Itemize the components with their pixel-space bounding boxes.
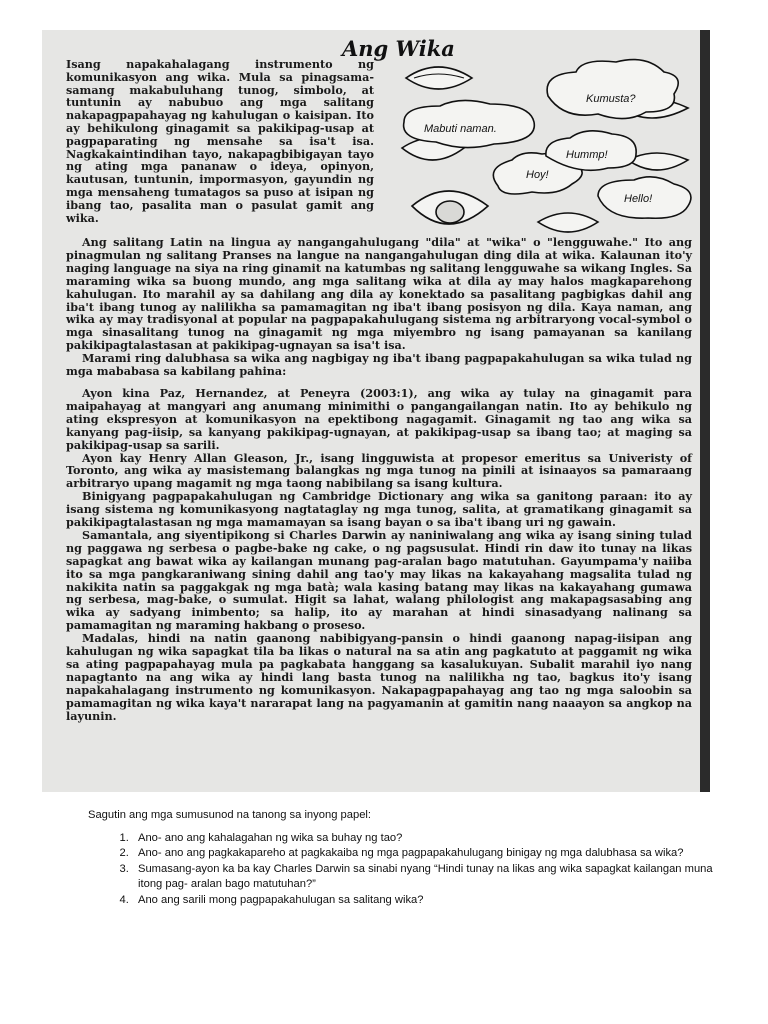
bubble-kumusta: Kumusta?: [586, 93, 636, 105]
questions-list: [88, 831, 728, 909]
mouth-icon: [628, 153, 688, 170]
paragraph-paz: Ayon kina Paz, Hernandez, at Peneyra (2003:1), ang wika ay tulay na ginagamit para maipahayag at mangyari ang anumang minimithi o pangangailangan natin. Ito ay behikulo ng ating ekspresyon at komunikasyon na epektibong nagagamit. Ginagamit ng tao ang wika sa kanyang pag-iisip, sa kanyang pakikipag-ugnayan, at pakikipag-usap sa ibang tao; at maging sa pakikipag-usap sa sarili.: [66, 385, 692, 452]
paragraph-dalubhasa: Marami ring dalubhasa sa wika ang nagbigay ng iba't ibang pagpapakahulugan sa wika tulad ng mga mababasa sa kabilang pahina:: [66, 351, 692, 379]
question-item: 2. Ano- ano ang pagkakapareho at pagkakaiba ng mga pagpapakahulugang binigay ng mga dalubhasa sa wika?: [132, 846, 728, 862]
paragraph-darwin: Samantala, ang siyentipikong si Charles Darwin ay naniniwalang ang wika ay isang sining tulad ng paggawa ng serbesa o pagbe-bake ng cake, o ng pagsusulat. Hindi rin daw ito tunay na likas sapagkat ang bawat wika ay kailangan munang pag-aralan bago matutuhan. Gayumpama'y naiiba ito sa mga pangkaraniwang sining dahil ang tao'y may likas na kakayahang magsalita tulad ng nakikita natin sa paggakgak ng mga batà; wala kasing batang may likas na kakayahang gumawa ng serbesa, mag-bake, o sumulat. Higit sa lahat, walang philologist ang makapagsasabing ang wika ay sadyang inimbento; sa halip, ito ay marahan at hindi sinasadyang nalinang sa pamamagitan ng maraming hakbang o proseso.: [66, 527, 692, 633]
bubble-hoy: Hoy!: [526, 169, 549, 181]
paragraph-lingua: Ang salitang Latin na lingua ay nangangahulugang "dila" at "wika" o "lengguwahe." Ito ang pinagmulan ng salitang Pranses na langue na nangangahulugan ding dila at wika. Kalaunan ito'y naging language na siya na ring ginamit na katumbas ng salitang lengguwahe sa wikang Ingles. Sa maraming wika sa buong mundo, ang mga salitang wika at dila ay may halos magkaparehong kahulugan. Ito marahil ay sa dahilang ang dila ay konektado sa pasalitang pagbigkas dahil ang iba't ibang tunog ay nalilikha sa pamamagitan ng iba't ibang posisyon ng dila. Kaya naman, ang wika ay may tradisyonal at popular na pagpapakahulugang sistema ng arbitraryong vocal-symbol o mga sinasalitang tunog na ginagamit ng mga miyembro ng isang pamayanan sa kanilang pakikipagtalastasan at pakikipag-ugnayan sa isa't isa.: [66, 235, 692, 353]
question-item: 3. Sumasang-ayon ka ba kay Charles Darwin sa sinabi nyang “Hindi tunay na likas ang wika sapagkat kailangan muna itong pag- aralan bago matutuhan?”: [132, 862, 728, 893]
questions-section: [88, 808, 728, 908]
questions-instruction: Sagutin ang mga sumusunod na tanong sa inyong papel:: [88, 809, 372, 821]
question-item: 1. Ano- ano ang kahalagahan ng wika sa buhay ng tao?: [132, 831, 728, 847]
question-item: 4. Ano ang sarili mong pagpapakahulugan sa salitang wika?: [132, 893, 728, 909]
scanned-page: [42, 30, 710, 792]
bubble-mabuti: Mabuti naman.: [424, 123, 497, 135]
mouth-icon: [406, 67, 472, 89]
bubble-hummp: Hummp!: [566, 149, 608, 161]
scan-edge: [700, 30, 710, 792]
mouth-icon: [538, 213, 598, 232]
paragraph-cambridge: Binigyang pagpapakahulugan ng Cambridge Dictionary ang wika sa ganitong paraan: ito ay isang sistema ng komunikasyong nagtataglay ng mga tunog, salita, at gramatikang ginagamit sa pakikipagtalastasan ng mga mamamayan sa isang bayan o sa iba't ibang uri ng gawain.: [66, 489, 692, 530]
article-body: [66, 236, 692, 723]
paragraph-gleason: Ayon kay Henry Allan Gleason, Jr., isang lingguwista at propesor emeritus sa Univeristy of Toronto, ang wika ay masistemang balangkas ng mga tunog na pinili at isinaayos sa pamaraang arbitraryo upang magamit ng mga taong nabibilang sa isang kultura.: [66, 450, 692, 491]
paragraph-madalas: Madalas, hindi na natin gaanong nabibigyang-pansin o hindi gaanong napag-iisipan ang kahulugan ng wika sapagkat tila ba likas o natural na sa atin ang pagkatuto at paggamit ng wika sa ating pagpapahayag mula pa pagkabata hanggang sa kasalukuyan. Subalit marahil iyo nang napagtanto na ang wika ay hindi lang basta tunog na nalilikha ng tao, bagkus ito'y isang napakahalagang instrumento ng komunikasyon. Nakapagpapahayag ang tao ng mga saloobin sa pamamagitan ng wika kaya't nararapat lang na pagyamanin at gamitin nang naaayon sa angkop na layunin.: [66, 631, 692, 723]
mouths-illustration: [398, 56, 693, 246]
page-title: Ang Wika: [342, 36, 455, 61]
intro-paragraph: Isang napakahalagang instrumento ng komunikasyon ang wika. Mula sa pinagsama-samang makabuluhang tunog, simbolo, at tuntunin ay nabubuo ang mga salitang nakapagpapahayag ng kahulugan o kaisipan. Ito ay behikulong ginagamit sa pakikipag-usap at pagpaparating ng mensahe sa isa't isa. Nagkakaintindihan tayo, nakapagbibigayan tayo ng ating mga pananaw o ideya, opinyon, kautusan, tuntunin, impormasyon, gayundin ng mga mensaheng tumatagos sa puso at isipan ng ibang tao, pasalita man o pasulat gamit ang wika.: [66, 57, 374, 225]
bubble-hello: Hello!: [624, 193, 653, 205]
